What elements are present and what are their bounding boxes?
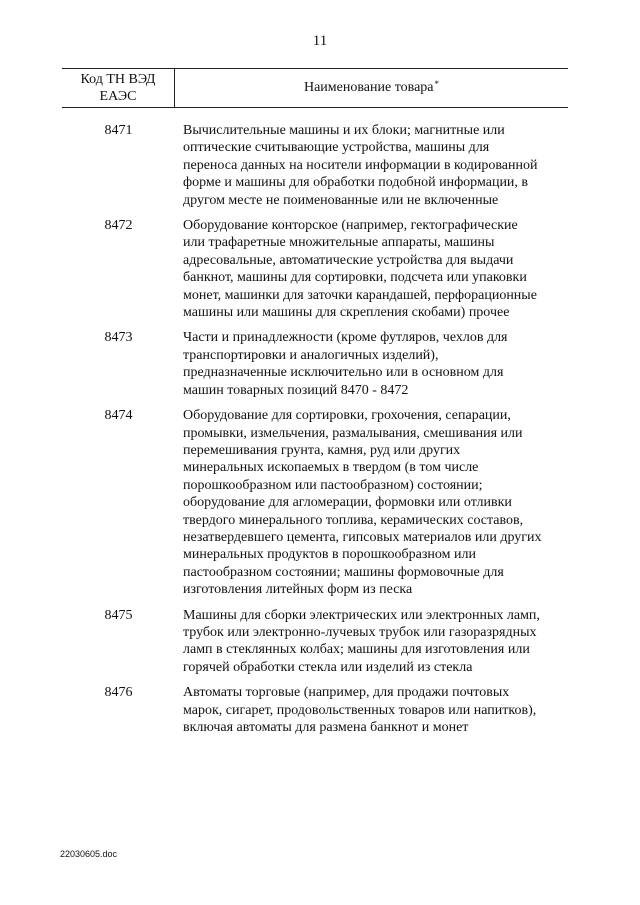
row-code: 8475 [104, 607, 133, 623]
header-code [62, 69, 175, 107]
header-name [175, 69, 568, 107]
row-code: 8474 [104, 408, 133, 424]
row-description: Машины для сборки электрических или электронных ламп, трубок или электронно-лучевых трубок или газоразрядных ламп в стеклянных колбах; машины для изготовления или горячей обработки стекла или изделий из стекла [183, 607, 540, 675]
header-name-label: Наименование товара [303, 80, 434, 95]
row-code: 8472 [104, 218, 133, 234]
goods-table [62, 68, 568, 744]
row-description: Части и принадлежности (кроме футляров, чехлов для транспортировки и аналогичных изделий), предназначенные исключительно или в основном для машин товарных позиций 8470 - 8472 [183, 330, 508, 398]
row-description: Автоматы торговые (например, для продажи почтовых марок, сигарет, продовольственных товаров или напитков), включая автоматы для размена банкнот и монет [183, 685, 537, 735]
table-row [62, 217, 568, 321]
row-description: Вычислительные машины и их блоки; магнитные или оптические считывающие устройства, машины для переноса данных на носители информации в кодированной форме и машины для обработки подобной информации, в другом месте не поименованные или не включенные [183, 123, 538, 208]
footer-filename: 22030605.doc [60, 849, 118, 859]
page-number: 11 [312, 33, 328, 49]
header-name-footnote-mark: * [434, 79, 439, 89]
table-row [62, 684, 568, 736]
table-header [62, 68, 568, 108]
header-code-line1: Код ТН ВЭД [80, 72, 156, 87]
row-code: 8476 [104, 685, 133, 701]
table-row [62, 607, 568, 677]
row-code: 8471 [104, 123, 133, 138]
row-description: Оборудование конторское (например, гектографические или трафаретные множительные аппараты, машины адресовальные, автоматические устройства для выдачи банкнот, машины для сортировки, подсчета или упаковки монет, машинки для заточки карандашей, перфорационные машины или машины для скрепления скобами) прочее [183, 218, 537, 321]
row-code: 8473 [104, 330, 133, 346]
row-description: Оборудование для сортировки, грохочения, сепарации, промывки, измельчения, размалывания, смешивания или перемешивания грунта, камня, руд или других минеральных ископаемых в твердом (в том числе порошкообразном или пастообразном) состоянии; оборудование для агломерации, формовки или отливки твердого минерального топлива, керамических составов, незатвердевшего цемента, гипсовых материалов или других минеральных продуктов в порошкообразном или пастообразном состоянии; машины формовочные для изготовления литейных форм из песка [183, 408, 542, 598]
table-row [62, 329, 568, 399]
table-row [62, 407, 568, 598]
table-body [62, 122, 568, 736]
table-row [62, 122, 568, 209]
header-code-line2: ЕАЭС [99, 89, 137, 104]
